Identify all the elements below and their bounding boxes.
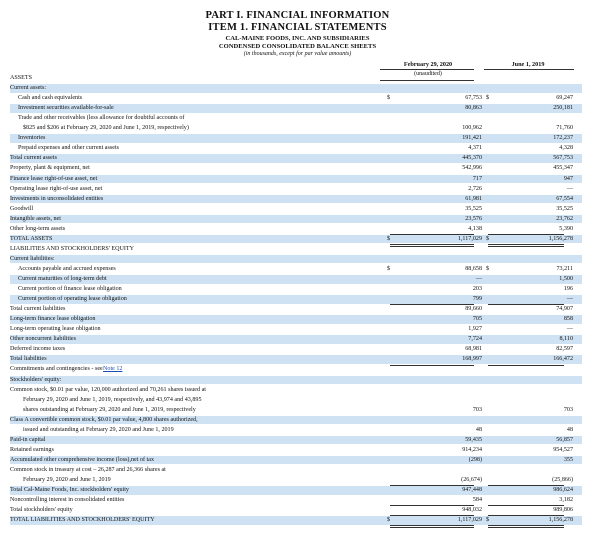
- value-jun-2019: 23,762: [556, 215, 573, 222]
- value-jun-2019: —: [566, 296, 573, 303]
- row-label: Accounts payable and accrued expenses: [18, 265, 116, 272]
- value-feb-2020: 2,726: [468, 185, 482, 192]
- value-feb-2020: 203: [472, 286, 482, 293]
- value-feb-2020: 1,117,029: [457, 517, 482, 524]
- note-12-link[interactable]: Note 12: [103, 366, 123, 373]
- currency-symbol: $: [387, 235, 391, 242]
- table-row: [10, 486, 582, 495]
- column-header-rule: [484, 69, 574, 70]
- currency-symbol: $: [486, 265, 490, 272]
- table-row: [10, 345, 582, 354]
- table-row: [10, 315, 582, 324]
- value-jun-2019: 8,110: [559, 336, 573, 343]
- value-feb-2020: (298): [468, 456, 482, 463]
- table-row: [10, 446, 582, 455]
- value-jun-2019: 1,156,278: [548, 235, 573, 242]
- table-row: [10, 386, 582, 395]
- row-label: Long-term finance lease obligation: [10, 316, 96, 323]
- value-feb-2020: 4,138: [468, 225, 482, 232]
- table-row: [10, 406, 582, 415]
- table-row: [10, 134, 582, 143]
- table-row: [10, 325, 582, 334]
- value-feb-2020: 168,997: [462, 356, 482, 363]
- value-feb-2020: 542,996: [462, 165, 482, 172]
- value-feb-2020: 48: [475, 426, 482, 433]
- table-row: [10, 84, 582, 93]
- value-jun-2019: 455,347: [553, 165, 573, 172]
- value-feb-2020: 705: [472, 316, 482, 323]
- row-label: Accumulated other comprehensive income (loss),net of tax: [10, 456, 155, 463]
- row-label: Total liabilities: [10, 356, 47, 363]
- table-row: [10, 265, 582, 274]
- row-label: shares outstanding at February 29, 2020 and June 1, 2019, respectively: [23, 406, 196, 413]
- value-feb-2020: 68,981: [465, 346, 482, 353]
- row-label: February 29, 2020 and June 1, 2019, respectively, and 43,974 and 43,895: [23, 396, 202, 403]
- value-jun-2019: 1,500: [559, 276, 573, 282]
- table-row: [10, 215, 582, 224]
- value-jun-2019: (25,866): [552, 477, 573, 483]
- row-label: Cash and cash equivalents: [18, 95, 83, 102]
- value-jun-2019: 567,753: [553, 155, 573, 162]
- value-jun-2019: 1,156,278: [548, 517, 573, 524]
- table-row: [10, 376, 582, 385]
- row-label: Other noncurrent liabilities: [10, 336, 76, 343]
- table-row: [10, 255, 582, 264]
- row-label: Current liabilities:: [10, 255, 55, 262]
- value-jun-2019: 947: [563, 175, 573, 182]
- table-row: [10, 164, 582, 173]
- table-row: [10, 154, 582, 163]
- row-label: TOTAL ASSETS: [10, 235, 53, 242]
- value-feb-2020: 35,525: [465, 205, 482, 212]
- value-feb-2020: 7,724: [468, 336, 482, 343]
- table-row: [10, 245, 582, 254]
- value-feb-2020: 584: [472, 497, 482, 504]
- row-label: Stockholders' equity:: [10, 376, 62, 383]
- value-jun-2019: 71,760: [556, 125, 573, 132]
- table-row: [10, 94, 582, 103]
- total-underline: [488, 527, 564, 528]
- value-feb-2020: 1,117,029: [457, 235, 482, 242]
- column-subheader-unaudited: (unaudited): [414, 71, 442, 77]
- value-jun-2019: 196: [563, 286, 573, 293]
- value-jun-2019: 73,211: [556, 265, 573, 272]
- value-feb-2020: 445,370: [462, 155, 482, 162]
- row-label: Investments in unconsolidated entities: [10, 195, 104, 202]
- units-note: (in thousands, except for par value amounts): [243, 51, 352, 57]
- column-header-jun-2019: June 1, 2019: [511, 61, 545, 68]
- currency-symbol: $: [387, 517, 391, 524]
- currency-symbol: $: [486, 95, 490, 102]
- row-label: Common stock, $0.01 par value, 120,000 authorized and 70,261 shares issued at: [10, 386, 206, 393]
- row-label: Intangible assets, net: [10, 215, 61, 222]
- value-jun-2019: 48: [566, 426, 573, 433]
- value-feb-2020: 799: [472, 296, 482, 303]
- row-label: issued and outstanding at February 29, 2020 and June 1, 2019: [23, 426, 174, 433]
- value-feb-2020: 59,435: [465, 436, 482, 443]
- value-jun-2019: —: [566, 326, 573, 333]
- value-jun-2019: 35,525: [556, 205, 573, 212]
- row-label: Current assets:: [10, 85, 47, 92]
- table-row: [10, 225, 582, 234]
- value-feb-2020: 67,753: [465, 95, 482, 102]
- value-jun-2019: 250,181: [553, 105, 573, 112]
- currency-symbol: $: [387, 265, 391, 272]
- table-row: [10, 175, 582, 184]
- column-header-feb-2020: February 29, 2020: [403, 61, 453, 68]
- table-row: [10, 416, 582, 425]
- row-label: Total current liabilities: [10, 306, 66, 313]
- value-jun-2019: 986,624: [553, 487, 573, 494]
- value-feb-2020: 191,421: [462, 135, 482, 142]
- table-row: [10, 516, 582, 525]
- value-jun-2019: 3,182: [559, 497, 573, 504]
- value-jun-2019: 172,237: [553, 135, 573, 142]
- value-jun-2019: 5,390: [559, 225, 573, 232]
- table-row: [10, 456, 582, 465]
- value-feb-2020: 703: [472, 406, 482, 413]
- value-jun-2019: 954,527: [553, 446, 573, 453]
- value-feb-2020: 948,032: [462, 507, 482, 514]
- table-row: [10, 275, 582, 284]
- value-jun-2019: 355: [563, 456, 573, 463]
- table-row: [10, 205, 582, 214]
- value-feb-2020: 89,660: [465, 306, 482, 313]
- value-jun-2019: 67,554: [556, 195, 573, 202]
- value-feb-2020: 717: [472, 175, 482, 182]
- row-label: Current maturities of long-term debt: [18, 276, 107, 282]
- table-row: [10, 195, 582, 204]
- row-label: Investment securities available-for-sale: [18, 105, 114, 112]
- row-label: Deferred income taxes: [10, 346, 66, 353]
- table-row: [10, 365, 582, 374]
- value-feb-2020: 80,863: [465, 105, 482, 112]
- value-jun-2019: 166,472: [553, 356, 573, 363]
- value-jun-2019: 74,907: [556, 306, 573, 313]
- table-row: [10, 144, 582, 153]
- value-jun-2019: 69,247: [556, 95, 573, 102]
- value-feb-2020: 914,234: [462, 446, 482, 453]
- table-row: [10, 436, 582, 445]
- row-label: Current portion of finance lease obligation: [18, 286, 122, 293]
- row-label: Other long-term assets: [10, 225, 66, 232]
- row-label: Goodwill: [10, 205, 34, 212]
- row-label: Current portion of operating lease obligation: [18, 296, 127, 303]
- row-label: Long-term operating lease obligation: [10, 326, 101, 333]
- row-label: Prepaid expenses and other current assets: [18, 145, 120, 152]
- value-feb-2020: 88,658: [465, 265, 482, 272]
- table-row: [10, 305, 582, 314]
- currency-symbol: $: [387, 95, 391, 102]
- table-row: [10, 185, 582, 194]
- part-heading: PART I. FINANCIAL INFORMATION: [205, 10, 390, 21]
- statement-title: CONDENSED CONSOLIDATED BALANCE SHEETS: [218, 43, 377, 50]
- value-jun-2019: 989,806: [553, 507, 573, 514]
- table-row: [10, 335, 582, 344]
- value-jun-2019: —: [566, 185, 573, 192]
- row-label: ASSETS: [10, 75, 33, 81]
- row-label: Paid-in capital: [10, 436, 46, 443]
- row-label: $825 and $206 at February 29, 2020 and June 1, 2019, respectively): [23, 125, 189, 132]
- table-row: [10, 104, 582, 113]
- table-row: [10, 114, 582, 123]
- row-label: Inventories: [18, 135, 46, 142]
- value-jun-2019: 56,857: [556, 436, 573, 443]
- value-jun-2019: 703: [563, 406, 573, 413]
- value-feb-2020: 23,576: [465, 215, 482, 222]
- row-label: Total stockholders' equity: [10, 507, 73, 514]
- row-label: TOTAL LIABILITIES AND STOCKHOLDERS' EQUITY: [10, 517, 155, 524]
- table-row: [10, 124, 582, 133]
- value-feb-2020: 1,927: [468, 326, 482, 333]
- row-label: Property, plant & equipment, net: [10, 165, 90, 172]
- table-row: [10, 74, 582, 83]
- value-feb-2020: 947,448: [462, 487, 482, 494]
- row-label: Trade and other receivables (less allowance for doubtful accounts of: [18, 115, 185, 122]
- row-label: Operating lease right-of-use asset, net: [10, 185, 103, 192]
- value-feb-2020: —: [475, 276, 482, 282]
- table-row: [10, 466, 582, 475]
- value-feb-2020: 4,371: [468, 145, 482, 152]
- row-label: February 29, 2020 and June 1, 2019: [23, 477, 111, 483]
- currency-symbol: $: [486, 517, 490, 524]
- table-row: [10, 426, 582, 435]
- table-row: [10, 476, 582, 485]
- value-feb-2020: (26,674): [461, 477, 482, 483]
- table-row: [10, 396, 582, 405]
- table-row: [10, 285, 582, 294]
- total-underline: [390, 527, 474, 528]
- row-label: Total Cal-Maine Foods, Inc. stockholders' equity: [10, 487, 129, 494]
- row-label: Finance lease right-of-use asset, net: [10, 175, 98, 182]
- value-jun-2019: 858: [563, 316, 573, 323]
- table-row: [10, 355, 582, 364]
- row-label: LIABILITIES AND STOCKHOLDERS' EQUITY: [10, 245, 135, 252]
- row-label: Noncontrolling interest in consolidated entities: [10, 497, 125, 504]
- table-row: [10, 295, 582, 304]
- value-feb-2020: 61,981: [465, 195, 482, 202]
- row-label: Retained earnings: [10, 446, 54, 453]
- column-header-rule: [380, 69, 474, 70]
- value-jun-2019: 82,597: [556, 346, 573, 353]
- table-row: [10, 506, 582, 515]
- company-name: CAL-MAINE FOODS, INC. AND SUBSIDIARIES: [225, 35, 370, 42]
- table-row: [10, 235, 582, 244]
- value-jun-2019: 4,328: [559, 145, 573, 152]
- row-label: Commitments and contingencies - see: [10, 366, 103, 373]
- row-label: Common stock in treasury at cost – 26,287 and 26,366 shares at: [10, 466, 166, 473]
- value-feb-2020: 100,962: [462, 125, 482, 132]
- table-row: [10, 496, 582, 505]
- item-heading: ITEM 1. FINANCIAL STATEMENTS: [208, 22, 387, 33]
- row-label: Total current assets: [10, 155, 57, 162]
- row-label: Class A convertible common stock, $0.01 par value, 4,800 shares authorized,: [10, 416, 198, 423]
- currency-symbol: $: [486, 235, 490, 242]
